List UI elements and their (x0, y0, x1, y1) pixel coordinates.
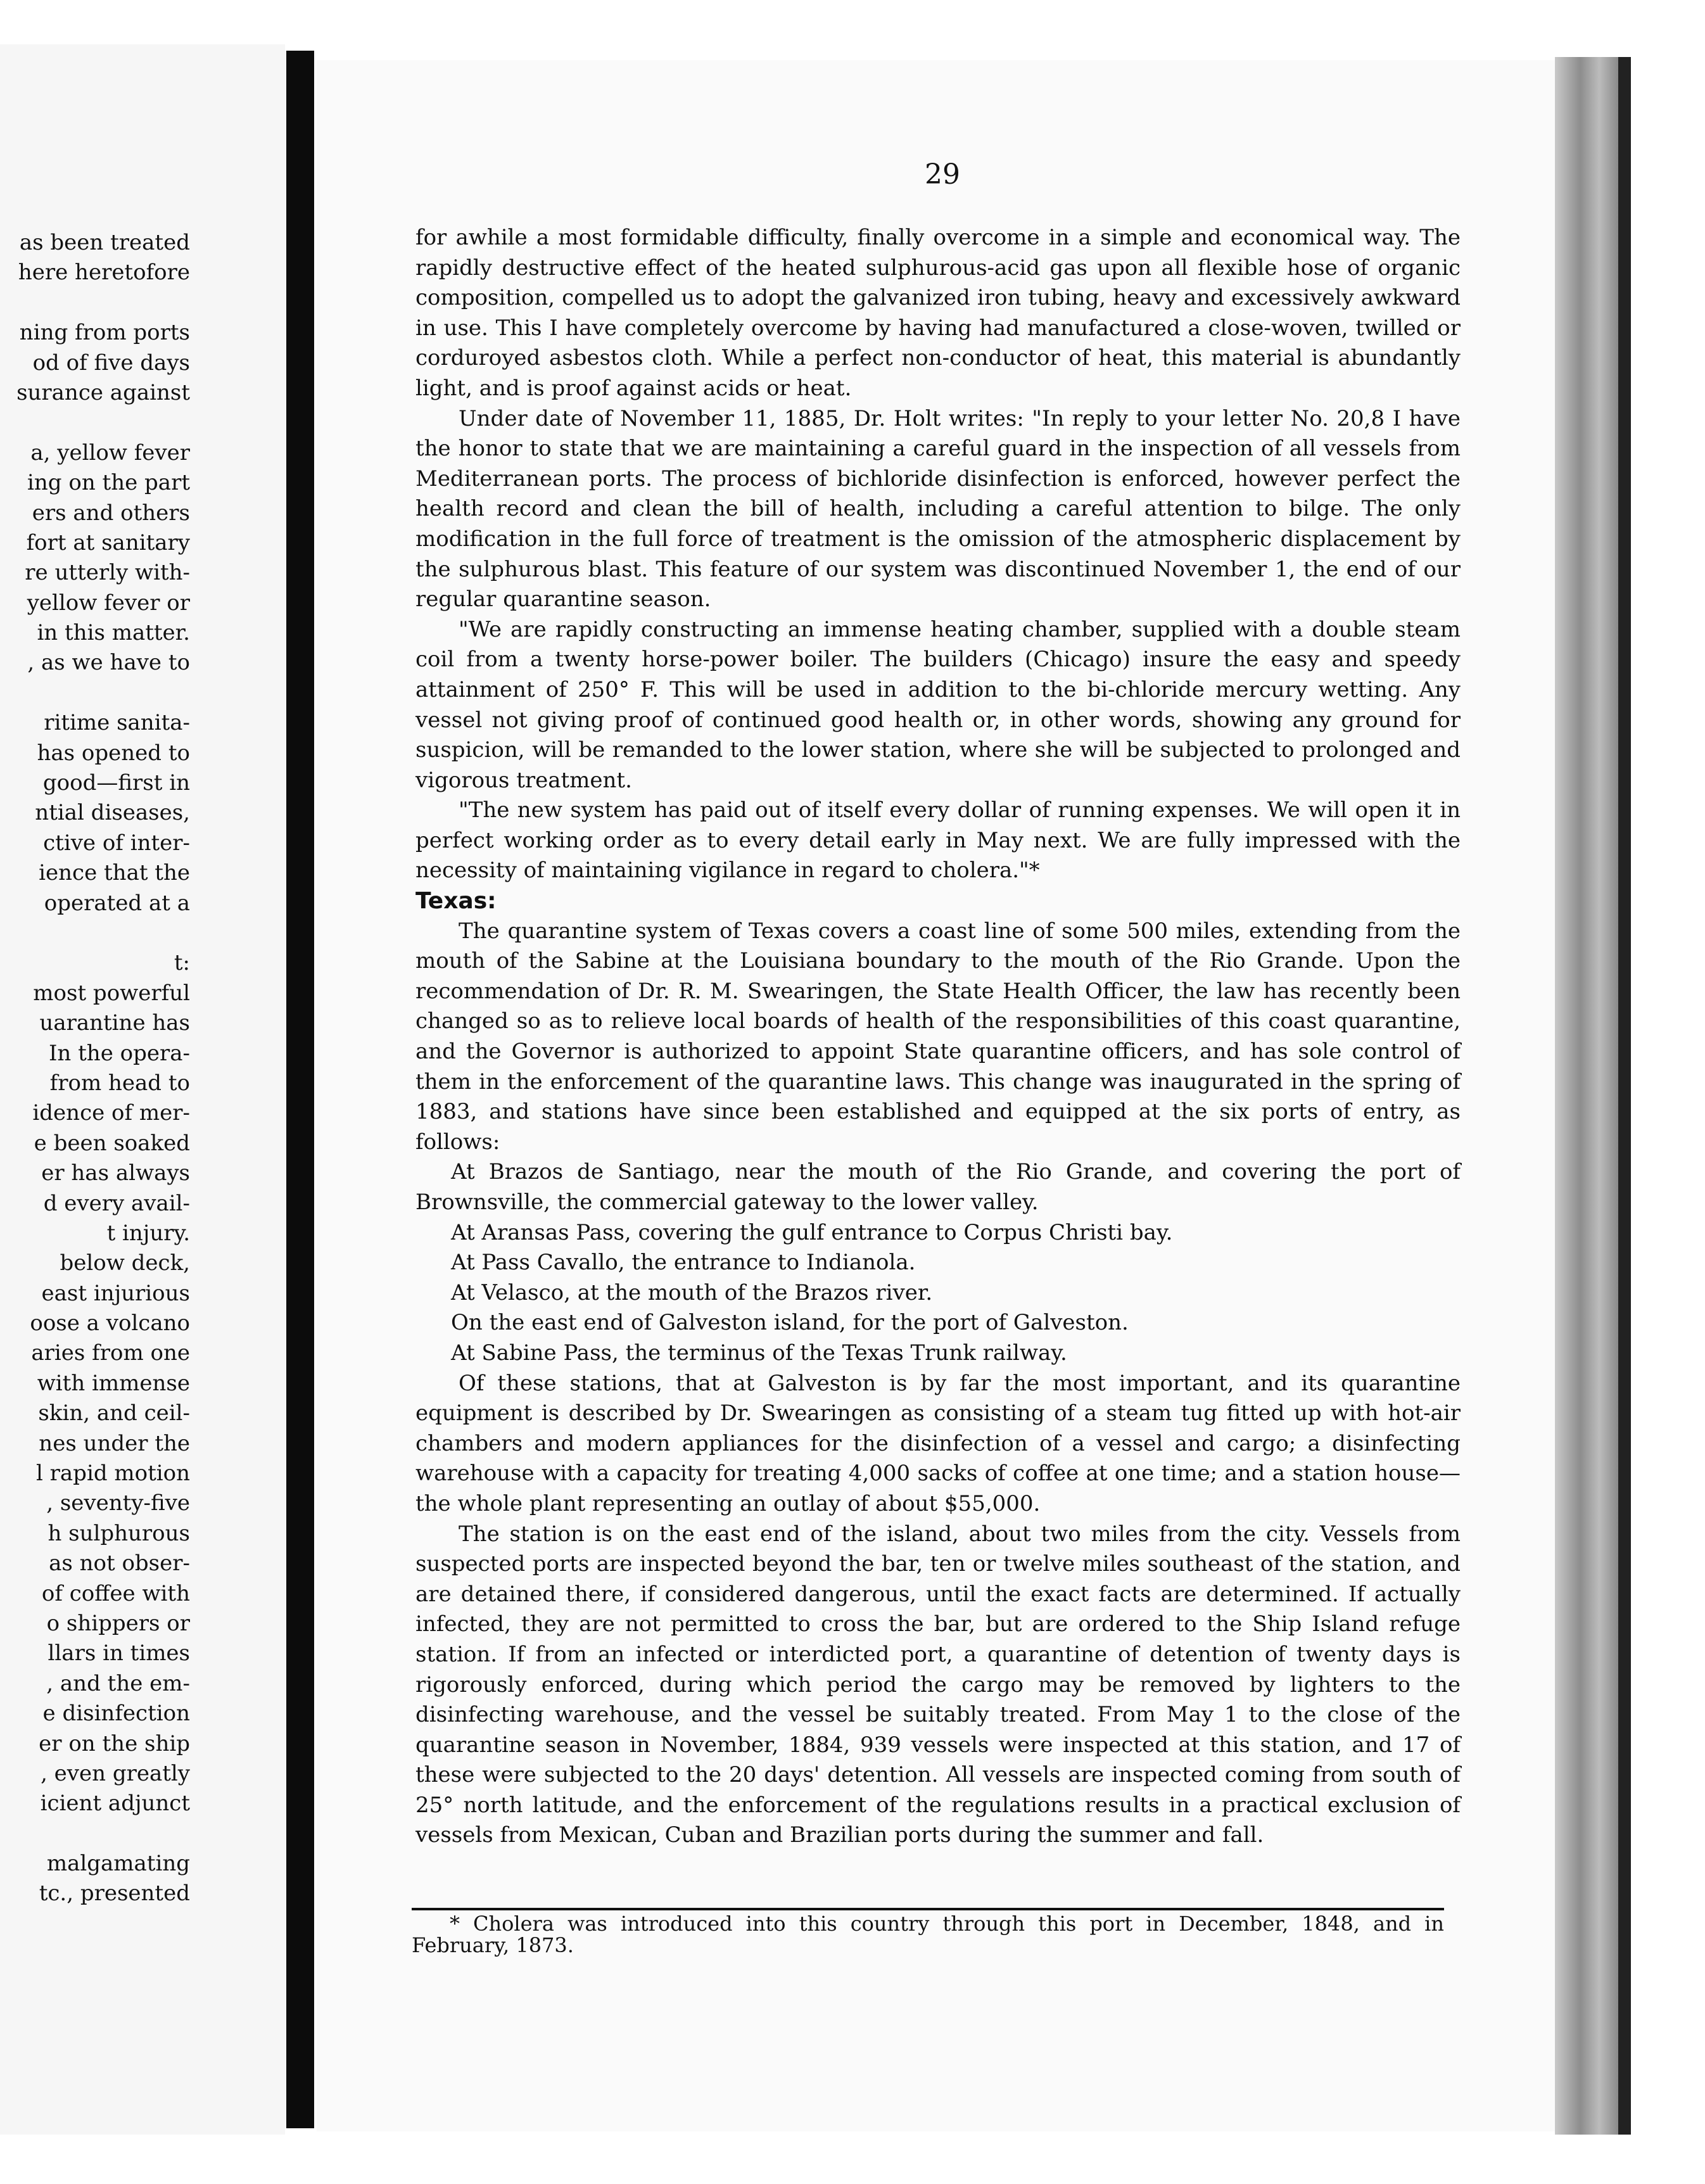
left-page-line: east injurious (41, 1280, 190, 1306)
paragraph: for awhile a most formidable difficulty, finally overcome in a simple and economical way. The rapidly destructive effect of the heated sulphurous-acid gas upon all flexible hose of organic composition, compelled us to adopt the galvanized iron tubing, heavy and excessively awkward in use. This I have completely overcome by having had manufactured a close-woven, twilled or corduroyed asbestos cloth. While a perfect non-conductor of heat, this material is abundantly light, and is proof against acids or heat. (415, 225, 1461, 401)
left-page-line: as been treated (19, 230, 190, 255)
left-page-line: ntial diseases, (35, 800, 190, 826)
station-item: On the east end of Galveston island, for the port of Galveston. (451, 1310, 1129, 1336)
left-page-text-fragments (0, 228, 190, 1909)
left-page-line: nes under the (39, 1430, 190, 1456)
left-page-line: er has always (41, 1160, 190, 1186)
left-page-line: uarantine has (39, 1010, 190, 1036)
station-item: At Brazos de Santiago, near the mouth of the Rio Grande, and covering the port of Brownsville, the commercial gateway to the lower valley. (415, 1159, 1461, 1215)
left-page-line: malgamating (46, 1851, 190, 1877)
page-edge-shadow (1618, 57, 1631, 2135)
paragraph: "We are rapidly constructing an immense heating chamber, supplied with a double steam coil from a twenty horse-power boiler. The builders (Chicago) insure the easy and speedy attainment of 250° F. This will be used in addition to the bi-chloride mercury wetting. Any vessel not giving proof of continued good health or, in other words, showing any ground for suspicion, will be remanded to the lower station, where she will be subjected to prolonged and vigorous treatment. (415, 616, 1461, 793)
left-page-line: good—first in (42, 770, 190, 796)
left-page-line: , seventy-five (46, 1490, 190, 1516)
station-list (415, 1157, 1461, 1368)
left-page-line: o shippers or (46, 1610, 190, 1636)
left-page-line (0, 918, 190, 948)
left-page-line: In the opera- (49, 1040, 190, 1066)
page-body (415, 223, 1461, 1851)
left-page-line: h sulphurous (48, 1520, 190, 1546)
left-page-line: tc., presented (39, 1881, 190, 1907)
left-page-line: idence of mer- (32, 1100, 190, 1126)
left-page-line: ctive of inter- (43, 830, 190, 856)
left-page-line: ience that the (39, 860, 190, 886)
left-page-line: yellow fever or (27, 590, 190, 616)
paragraph: "The new system has paid out of itself every dollar of running expenses. We will open it in perfect working order as to every detail early in May next. We are fully impressed with the necessity of maintaining vigilance in regard to cholera."* (415, 797, 1461, 884)
left-page-line: aries from one (31, 1340, 190, 1366)
left-page-line: t injury. (106, 1220, 190, 1246)
left-page-line: surance against (16, 379, 190, 405)
book-gutter (286, 51, 314, 2128)
left-page-line (0, 408, 190, 438)
left-page-line: as not obser- (49, 1551, 190, 1577)
left-page-line: most powerful (33, 980, 190, 1006)
left-page-line: has opened to (37, 740, 190, 766)
left-page-line: d every avail- (43, 1190, 190, 1216)
left-page-line: ning from ports (19, 320, 190, 346)
left-page-line: , and the em- (46, 1670, 190, 1696)
left-page-line: , even greatly (41, 1760, 190, 1786)
left-page (0, 44, 285, 2135)
left-page-line: l rapid motion (35, 1461, 190, 1487)
left-page-line (0, 1819, 190, 1849)
left-page-line: from head to (49, 1070, 190, 1096)
footnote-divider (412, 1908, 1444, 1910)
station-item: At Sabine Pass, the terminus of the Texas Trunk railway. (451, 1340, 1067, 1366)
paragraph: Under date of November 11, 1885, Dr. Holt writes: "In reply to your letter No. 20,8 I have the honor to state that we are maintaining a careful guard in the inspection of all vessels from Mediterranean ports. The process of bichloride disinfection is enforced, however perfect the health record and clean the bill of health, including a careful attention to bilge. The only modification in the full force of treatment is the omission of the atmospheric displacement by the sulphurous blast. This feature of our system was discontinued November 1, the end of our regular quarantine season. (415, 405, 1461, 613)
station-item: At Velasco, at the mouth of the Brazos river. (451, 1279, 933, 1305)
left-page-line: od of five days (32, 350, 190, 376)
left-page-line: er on the ship (39, 1730, 190, 1756)
footnote: * Cholera was introduced into this country through this port in December, 1848, and in February, 1873. (412, 1912, 1444, 1957)
left-page-line: a, yellow fever (30, 440, 190, 466)
left-page-line: ers and others (32, 500, 190, 526)
left-page-line: of coffee with (41, 1580, 190, 1606)
station-item: At Aransas Pass, covering the gulf entrance to Corpus Christi bay. (451, 1219, 1173, 1245)
left-page-line: re utterly with- (25, 560, 190, 586)
left-page-line: skin, and ceil- (38, 1400, 190, 1426)
page-edge-strip (1555, 57, 1618, 2135)
section-heading: Texas: (415, 888, 497, 915)
left-page-line: llars in times (48, 1641, 190, 1667)
left-page-line: t: (174, 950, 190, 976)
left-page-line: , as we have to (27, 650, 190, 676)
left-page-line: icient adjunct (40, 1791, 190, 1817)
paragraph: The quarantine system of Texas covers a coast line of some 500 miles, extending from the mouth of the Sabine at the Louisiana boundary to the mouth of the Rio Grande. Upon the recommendation of Dr. R. M. Swearingen, the State Health Officer, the law has recently been changed so as to relieve local boards of health of the responsibilities of this coast quarantine, and the Governor is authorized to appoint State quarantine officers, and has sole control of them in the enforcement of the quarantine laws. This change was inaugurated in the spring of 1883, and stations have since been established and equipped at the six ports of entry, as follows: (415, 918, 1461, 1155)
left-page-line: operated at a (44, 890, 190, 916)
left-page-line: below deck, (60, 1250, 190, 1276)
left-page-line: with immense (37, 1370, 190, 1396)
station-item: At Pass Cavallo, the entrance to Indianola. (451, 1250, 916, 1276)
paragraph: The station is on the east end of the island, about two miles from the city. Vessels from suspected ports are inspected beyond the bar, ten or twelve miles southeast of the station, and are detained there, if considered dangerous, until the exact facts are determined. If actually infected, they are not permitted to cross the bar, but are ordered to the Ship Island refuge station. If from an infected or interdicted port, a quarantine of detention of twenty days is rigorously enforced, during which period the cargo may be removed by lighters to the disinfecting warehouse, and the vessel be suitably treated. From May 1 to the close of the quarantine season in November, 1884, 939 vessels were inspected at this station, and 17 of these were subjected to the 20 days' detention. All vessels are inspected coming from south of 25° north latitude, and the enforcement of the regulations results in a practical exclusion of vessels from Mexican, Cuban and Brazilian ports during the summer and fall. (415, 1521, 1461, 1848)
left-page-line (0, 678, 190, 708)
left-page-line: ritime sanita- (44, 710, 190, 736)
left-page-line: e been soaked (34, 1130, 190, 1156)
left-page-line (0, 288, 190, 318)
page-number: 29 (925, 158, 960, 191)
left-page-line: in this matter. (37, 620, 190, 646)
left-page-line: here heretofore (18, 260, 190, 286)
paragraph: Of these stations, that at Galveston is by far the most important, and its quarantine equipment is described by Dr. Swearingen as consisting of a steam tug fitted up with hot-air chambers and modern appliances for the disinfection of a vessel and cargo; a disinfecting warehouse with a capacity for treating 4,000 sacks of coffee at one time; and a station house—the whole plant representing an outlay of about $55,000. (415, 1370, 1461, 1516)
left-page-line: ing on the part (27, 470, 190, 496)
left-page-line: e disinfection (42, 1701, 190, 1727)
left-page-line: fort at sanitary (26, 530, 190, 556)
left-page-line: oose a volcano (30, 1311, 190, 1336)
